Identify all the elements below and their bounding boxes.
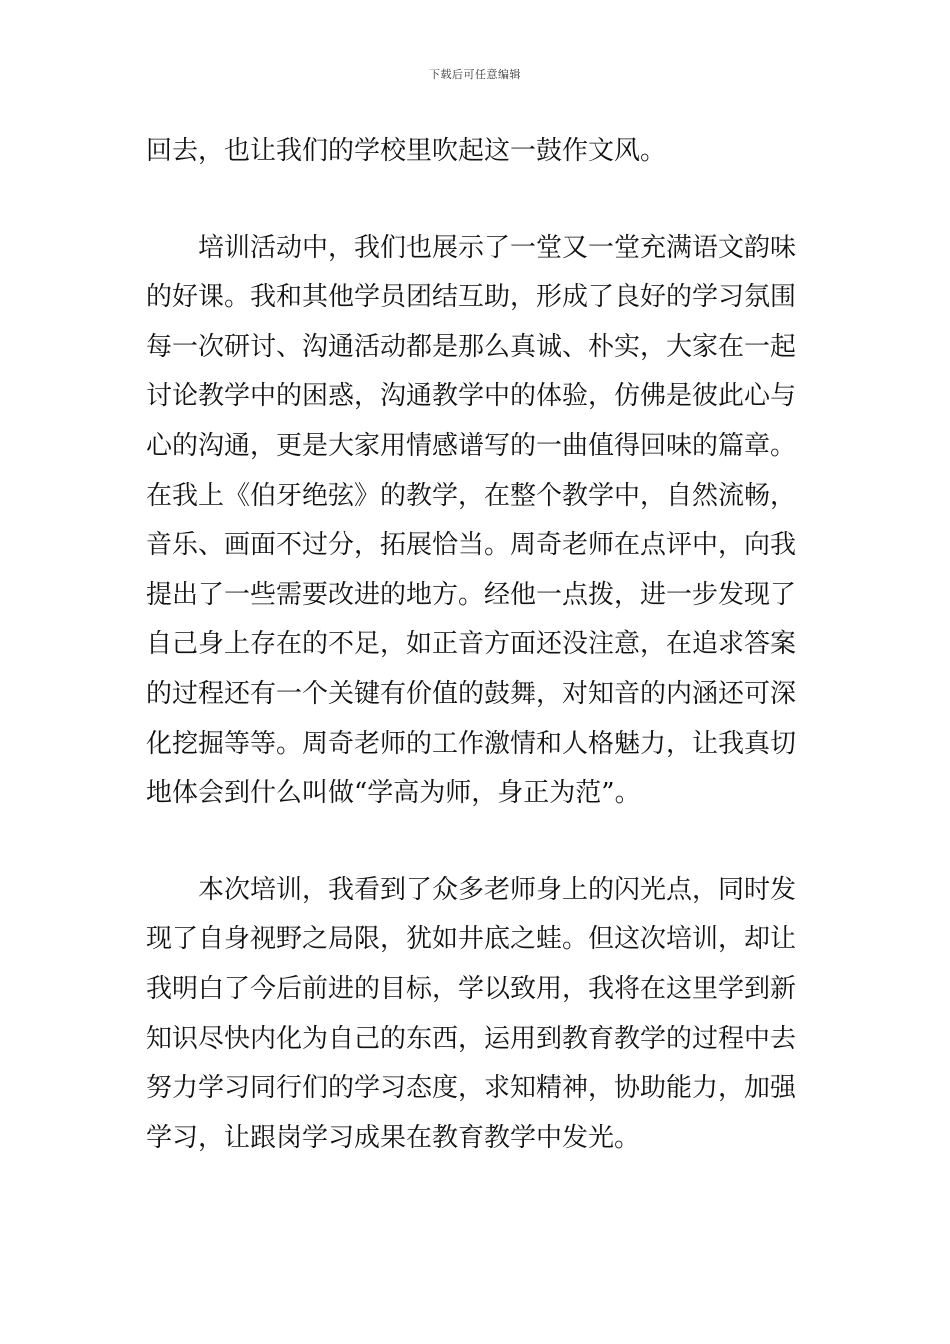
text-line: 地体会到什么叫做“学高为师，身正为范”。 — [146, 778, 641, 809]
text-line: 我明白了今后前进的目标，学以致用，我将在这里学到新 — [146, 973, 797, 1004]
text-line: 回去，也让我们的学校里吹起这一鼓作文风。 — [146, 136, 667, 166]
text-line: 本次培训，我看到了众多老师身上的闪光点，同时发 — [146, 874, 797, 905]
paragraph-gap — [146, 177, 810, 224]
paragraph — [146, 127, 810, 177]
text-line: 在我上《伯牙绝弦》的教学，在整个教学中，自然流畅， — [146, 480, 797, 511]
page-header: 下载后可任意编辑 — [429, 68, 521, 81]
paragraph — [146, 224, 810, 819]
text-line: 努力学习同行们的学习态度，求知精神，协助能力，加强 — [146, 1073, 797, 1104]
text-line: 自己身上存在的不足，如正音方面还没注意，在追求答案 — [146, 629, 797, 660]
text-line: 音乐、画面不过分，拓展恰当。周奇老师在点评中，向我 — [146, 530, 797, 561]
text-line: 提出了一些需要改进的地方。经他一点拨，进一步发现了 — [146, 579, 797, 610]
text-line: 培训活动中，我们也展示了一堂又一堂充满语文韵味 — [146, 232, 797, 263]
text-line: 讨论教学中的困惑，沟通教学中的体验，仿佛是彼此心与 — [146, 381, 797, 412]
text-line: 学习，让跟岗学习成果在教育教学中发光。 — [146, 1122, 641, 1153]
paragraph-gap — [146, 819, 810, 866]
text-line: 每一次研讨、沟通活动都是那么真诚、朴实，大家在一起 — [146, 331, 797, 362]
text-line: 知识尽快内化为自己的东西，运用到教育教学的过程中去 — [146, 1023, 797, 1054]
paragraph — [146, 866, 810, 1164]
text-line: 的过程还有一个关键有价值的鼓舞，对知音的内涵还可深 — [146, 678, 797, 709]
text-line: 现了自身视野之局限，犹如井底之蛙。但这次培训，却让 — [146, 924, 797, 955]
text-line: 心的沟通，更是大家用情感谱写的一曲值得回味的篇章。 — [146, 430, 797, 461]
text-line: 化挖掘等等。周奇老师的工作激情和人格魅力，让我真切 — [146, 728, 797, 759]
document-body — [146, 127, 810, 1163]
text-line: 的好课。我和其他学员团结互助，形成了良好的学习氛围 — [146, 282, 797, 313]
